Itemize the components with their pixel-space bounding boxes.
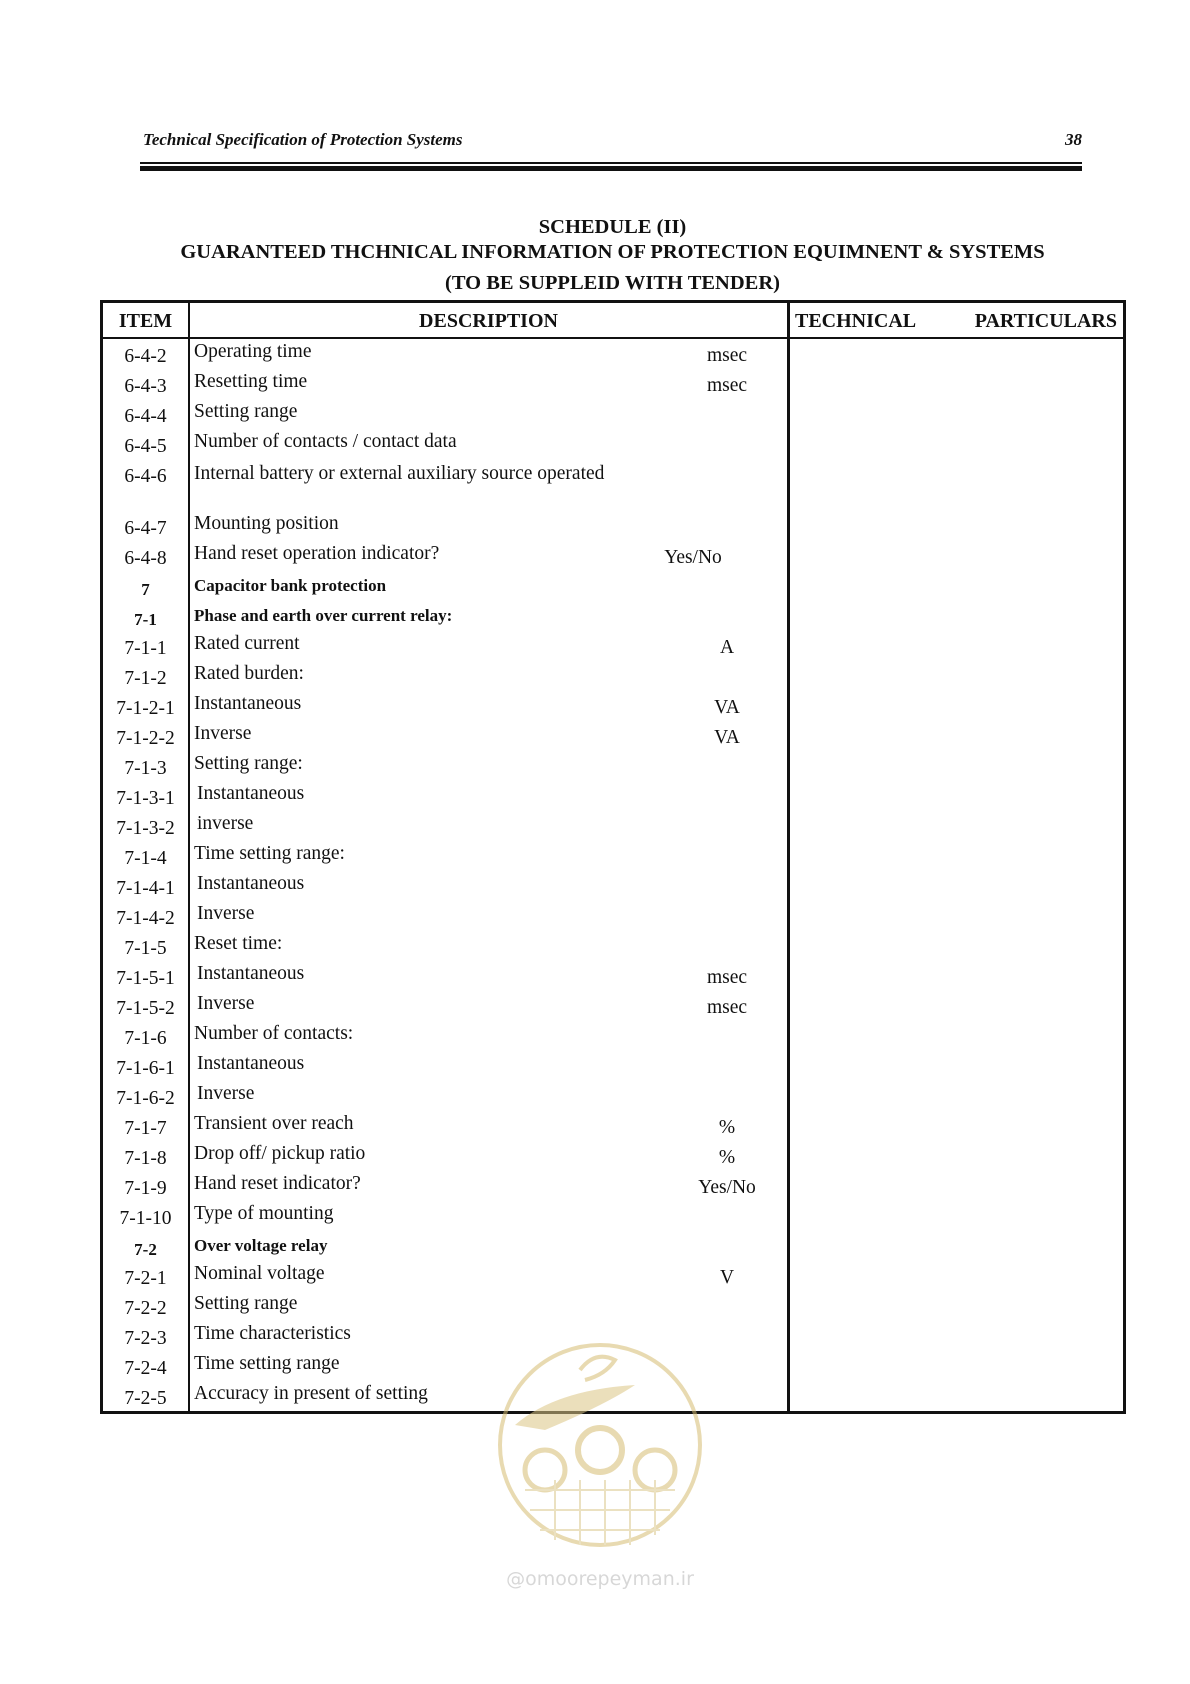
- item-number: 7-2-4: [124, 1358, 167, 1379]
- document-title: Technical Specification of Protection Systems: [143, 130, 463, 149]
- item-number: 6-4-7: [124, 518, 167, 539]
- item-number: 7-1-9: [124, 1178, 167, 1199]
- item-description: Instantaneous: [194, 693, 302, 714]
- item-unit: msec: [706, 345, 748, 366]
- table-row: [103, 430, 787, 460]
- item-number: 6-4-5: [124, 436, 167, 457]
- item-description: Inverse: [197, 993, 255, 1014]
- table-row: [103, 722, 787, 752]
- watermark-emblem-icon: [485, 1330, 715, 1560]
- schedule-subtitle: GUARANTEED THCHNICAL INFORMATION OF PROTECTION EQUIMNENT & SYSTEMS: [180, 241, 1045, 263]
- table-row: [103, 1262, 787, 1292]
- item-description: Type of mounting: [194, 1203, 334, 1224]
- schedule-note: (TO BE SUPPLEID WITH TENDER): [445, 272, 780, 294]
- item-unit: %: [718, 1117, 736, 1138]
- table-row: [103, 662, 787, 692]
- item-number: 7-1-2-2: [116, 728, 175, 749]
- table-row: [103, 992, 787, 1022]
- item-description: Setting range: [194, 1293, 298, 1314]
- table-row: [103, 1232, 787, 1262]
- table-row: [103, 782, 787, 812]
- schedule-title: SCHEDULE (II): [538, 216, 687, 238]
- item-description: Nominal voltage: [194, 1263, 325, 1284]
- item-number: 7-1-6-2: [116, 1088, 175, 1109]
- item-number: 7-2-1: [124, 1268, 167, 1289]
- item-description: Over voltage relay: [194, 1236, 328, 1255]
- item-description: Time characteristics: [194, 1323, 351, 1344]
- item-description: Hand reset indicator?: [194, 1173, 361, 1194]
- item-description: Reset time:: [194, 933, 283, 954]
- item-number: 7: [141, 580, 150, 599]
- table-row: [103, 370, 787, 400]
- table-row: [103, 602, 787, 632]
- table-row: [103, 340, 787, 370]
- column-header-technical: TECHNICAL: [795, 310, 917, 332]
- item-description: Resetting time: [194, 371, 308, 392]
- watermark-logo: [485, 1330, 715, 1600]
- column-header-item: ITEM: [118, 310, 173, 332]
- item-number: 7-1-4-1: [116, 878, 175, 899]
- item-description: Number of contacts:: [194, 1023, 354, 1044]
- item-unit: Yes/No: [664, 547, 722, 568]
- item-unit: msec: [706, 967, 748, 988]
- item-description: Inverse: [197, 903, 255, 924]
- item-description: Transient over reach: [194, 1113, 354, 1134]
- item-description: Instantaneous: [197, 1053, 305, 1074]
- table-row: [103, 1172, 787, 1202]
- item-description: Accuracy in present of setting: [194, 1383, 428, 1404]
- item-description: Instantaneous: [197, 873, 305, 894]
- watermark-text: @omoorepeyman.ir: [506, 1568, 694, 1590]
- table-row: [103, 1022, 787, 1052]
- table-row: [103, 1202, 787, 1232]
- item-number: 7-2-5: [124, 1388, 167, 1409]
- item-number: 7-1-1: [124, 638, 167, 659]
- item-description: Operating time: [194, 341, 312, 362]
- item-description: Drop off/ pickup ratio: [194, 1143, 366, 1164]
- item-number: 7-1-3-1: [116, 788, 175, 809]
- header-rule-thick: [140, 166, 1082, 171]
- item-unit: VA: [714, 727, 740, 748]
- item-description: Mounting position: [194, 513, 339, 534]
- column-divider-technical: [787, 303, 790, 1411]
- item-unit: msec: [706, 997, 748, 1018]
- item-description: Phase and earth over current relay:: [194, 606, 453, 625]
- table-row: [103, 872, 787, 902]
- item-number: 6-4-3: [124, 376, 167, 397]
- item-description: Instantaneous: [197, 783, 305, 804]
- header-row-divider: [103, 337, 1123, 339]
- item-number: 6-4-8: [124, 548, 167, 569]
- table-row: [103, 1052, 787, 1082]
- table-row: [103, 572, 787, 602]
- item-description: Time setting range:: [194, 843, 345, 864]
- table-row: [103, 902, 787, 932]
- column-header-description: DESCRIPTION: [419, 310, 558, 332]
- item-description: inverse: [197, 813, 254, 834]
- item-unit: %: [718, 1147, 736, 1168]
- item-number: 7-1-10: [119, 1208, 172, 1229]
- table-row: [103, 632, 787, 662]
- item-number: 7-1-6: [124, 1028, 167, 1049]
- item-description: Setting range:: [194, 753, 303, 774]
- item-unit: VA: [714, 697, 740, 718]
- table-row: [103, 512, 787, 542]
- item-number: 7-1-2-1: [116, 698, 175, 719]
- item-description: Setting range: [194, 401, 298, 422]
- item-number: 7-2-2: [124, 1298, 167, 1319]
- item-number: 7-1-4: [124, 848, 167, 869]
- item-unit: Yes/No: [698, 1177, 756, 1198]
- item-number: 7-1-3: [124, 758, 167, 779]
- item-number: 7-1-2: [124, 668, 167, 689]
- table-row: [103, 1082, 787, 1112]
- specification-table: [100, 300, 1126, 1414]
- item-description: Number of contacts / contact data: [194, 431, 457, 452]
- table-row: [103, 752, 787, 782]
- item-unit: V: [719, 1267, 735, 1288]
- page-number: 38: [1065, 130, 1082, 149]
- item-number: 6-4-6: [124, 466, 167, 487]
- item-description: Rated current: [194, 633, 300, 654]
- column-header-particulars: PARTICULARS: [974, 310, 1117, 332]
- item-number: 7-1-8: [124, 1148, 167, 1169]
- item-number: 7-1-6-1: [116, 1058, 175, 1079]
- item-description: Time setting range: [194, 1353, 340, 1374]
- table-row: [103, 400, 787, 430]
- item-description: Hand reset operation indicator?: [194, 543, 440, 564]
- table-row: [103, 962, 787, 992]
- table-row: [103, 1112, 787, 1142]
- running-header: [140, 130, 1082, 154]
- item-number: 7-1-4-2: [116, 908, 175, 929]
- item-unit: msec: [706, 375, 748, 396]
- item-unit: A: [719, 637, 735, 658]
- item-number: 7-1: [134, 610, 157, 629]
- header-rule-thin: [140, 162, 1082, 164]
- item-description: Inverse: [194, 723, 252, 744]
- table-row: [103, 460, 787, 512]
- item-number: 6-4-4: [124, 406, 167, 427]
- item-description: Inverse: [197, 1083, 255, 1104]
- table-row: [103, 932, 787, 962]
- item-number: 6-4-2: [124, 346, 167, 367]
- item-number: 7-1-7: [124, 1118, 167, 1139]
- table-row: [103, 1142, 787, 1172]
- item-description: Internal battery or external auxiliary source operated: [194, 463, 605, 484]
- table-row: [103, 842, 787, 872]
- item-number: 7-1-5: [124, 938, 167, 959]
- item-number: 7-2: [134, 1240, 157, 1259]
- item-number: 7-1-5-1: [116, 968, 175, 989]
- item-description: Instantaneous: [197, 963, 305, 984]
- item-description: Rated burden:: [194, 663, 304, 684]
- table-row: [103, 542, 787, 572]
- item-description: Capacitor bank protection: [194, 576, 387, 595]
- item-number: 7-1-5-2: [116, 998, 175, 1019]
- item-number: 7-2-3: [124, 1328, 167, 1349]
- item-number: 7-1-3-2: [116, 818, 175, 839]
- table-row: [103, 812, 787, 842]
- table-row: [103, 692, 787, 722]
- table-row: [103, 1292, 787, 1322]
